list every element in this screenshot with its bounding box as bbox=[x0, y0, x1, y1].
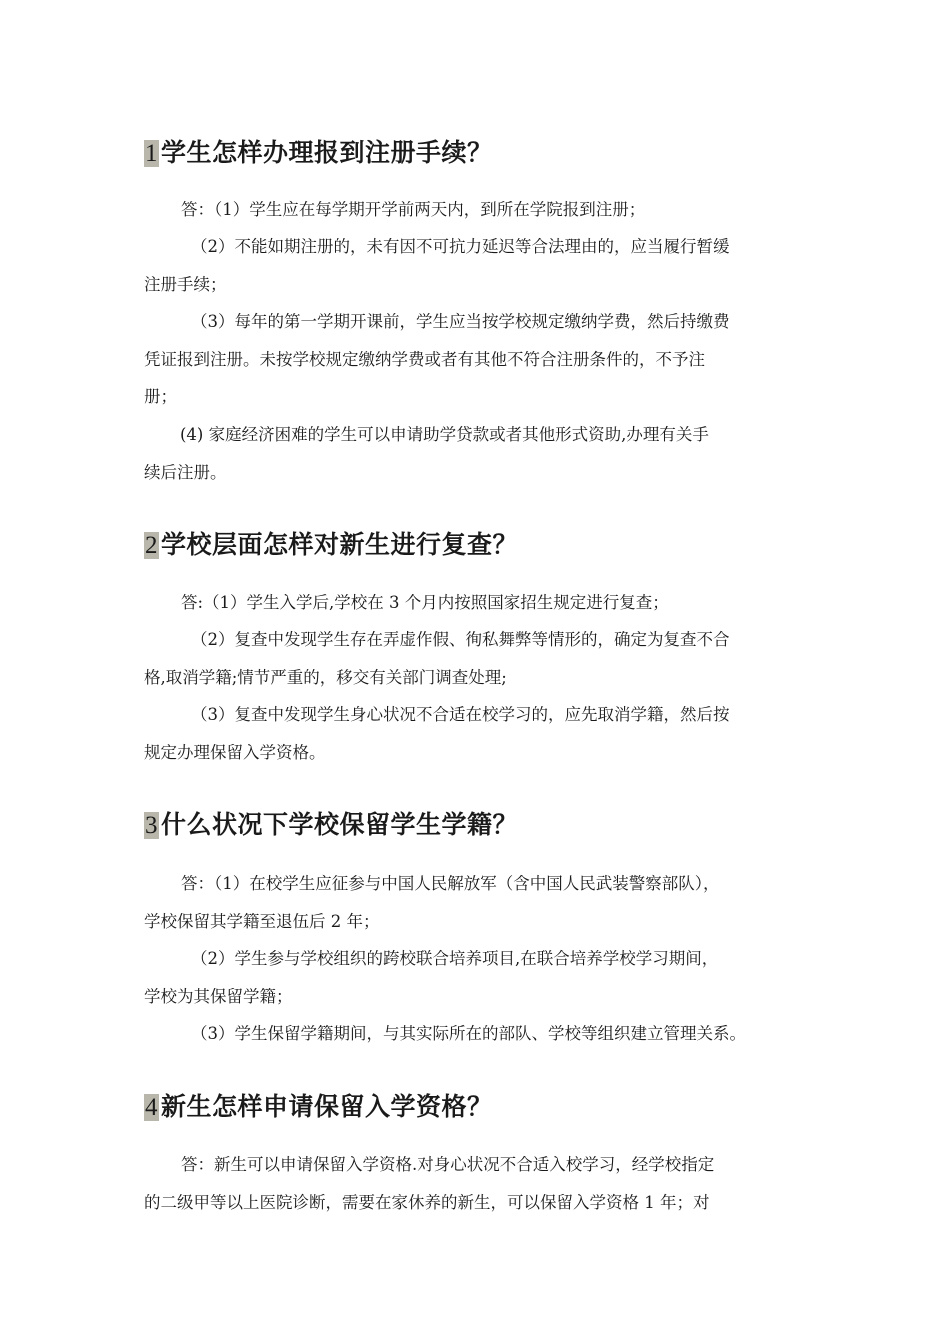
text-line: 答：（1）学生应在每学期开学前两天内，到所在学院报到注册； bbox=[181, 200, 646, 219]
text-line: （3）每年的第一学期开课前，学生应当按学校规定缴纳学费，然后持缴费 bbox=[191, 312, 730, 331]
text-line: （3）学生保留学籍期间，与其实际所在的部队、学校等组织建立管理关系。 bbox=[191, 1024, 746, 1043]
answer-paragraph bbox=[144, 228, 824, 303]
section-4-heading bbox=[144, 1090, 493, 1125]
section-2-heading bbox=[144, 528, 518, 563]
text-line: （2）学生参与学校组织的跨校联合培养项目,在联合培养学校学习期间， bbox=[191, 949, 719, 968]
answer-paragraph bbox=[144, 1015, 824, 1053]
answer-paragraph bbox=[144, 191, 824, 229]
text-line: 答：新生可以申请保留入学资格.对身心状况不合适入校学习，经学校指定 bbox=[181, 1155, 715, 1174]
section-number: 3 bbox=[145, 812, 158, 839]
text-line: 注册手续； bbox=[144, 274, 227, 294]
section-title: 什么状况下学校保留学生学籍？ bbox=[161, 810, 519, 839]
answer-paragraph bbox=[144, 621, 824, 696]
section-1-heading bbox=[144, 136, 493, 171]
text-line: 凭证报到注册。未按学校规定缴纳学费或者有其他不符合注册条件的，不予注 bbox=[144, 349, 705, 369]
section-number: 4 bbox=[145, 1094, 158, 1121]
text-line: 格,取消学籍;情节严重的，移交有关部门调查处理; bbox=[144, 667, 507, 687]
section-number: 1 bbox=[145, 140, 158, 167]
text-line: 的二级甲等以上医院诊断，需要在家休养的新生，可以保留入学资格 1 年；对 bbox=[144, 1192, 710, 1212]
answer-paragraph bbox=[144, 416, 824, 491]
section-number: 2 bbox=[145, 532, 158, 559]
text-line: 答:（1）学生入学后,学校在 3 个月内按照国家招生规定进行复查； bbox=[181, 593, 669, 612]
text-line: (4) 家庭经济困难的学生可以申请助学贷款或者其他形式资助,办理有关手 bbox=[180, 425, 709, 444]
section-title: 学生怎样办理报到注册手续？ bbox=[161, 138, 493, 167]
answer-paragraph bbox=[144, 865, 824, 940]
section-3-heading bbox=[144, 808, 518, 843]
text-line: 学校保留其学籍至退伍后 2 年； bbox=[144, 911, 380, 931]
text-line: （2）不能如期注册的，未有因不可抗力延迟等合法理由的，应当履行暂缓 bbox=[191, 237, 730, 256]
section-title: 新生怎样申请保留入学资格？ bbox=[161, 1092, 493, 1121]
section-title: 学校层面怎样对新生进行复查？ bbox=[161, 530, 519, 559]
text-line: （2）复查中发现学生存在弄虚作假、徇私舞弊等情形的，确定为复查不合 bbox=[191, 630, 730, 649]
answer-paragraph bbox=[144, 303, 824, 416]
text-line: 规定办理保留入学资格。 bbox=[144, 742, 326, 762]
answer-paragraph bbox=[144, 696, 824, 771]
text-line: 续后注册。 bbox=[144, 462, 227, 482]
text-line: 答：（1）在校学生应征参与中国人民解放军（含中国人民武装警察部队）， bbox=[181, 874, 720, 893]
text-line: 册； bbox=[144, 387, 177, 406]
answer-paragraph bbox=[144, 584, 824, 622]
answer-paragraph bbox=[144, 1146, 824, 1221]
text-line: （3）复查中发现学生身心状况不合适在校学习的，应先取消学籍，然后按 bbox=[191, 705, 730, 724]
answer-paragraph bbox=[144, 940, 824, 1015]
text-line: 学校为其保留学籍； bbox=[144, 986, 293, 1006]
